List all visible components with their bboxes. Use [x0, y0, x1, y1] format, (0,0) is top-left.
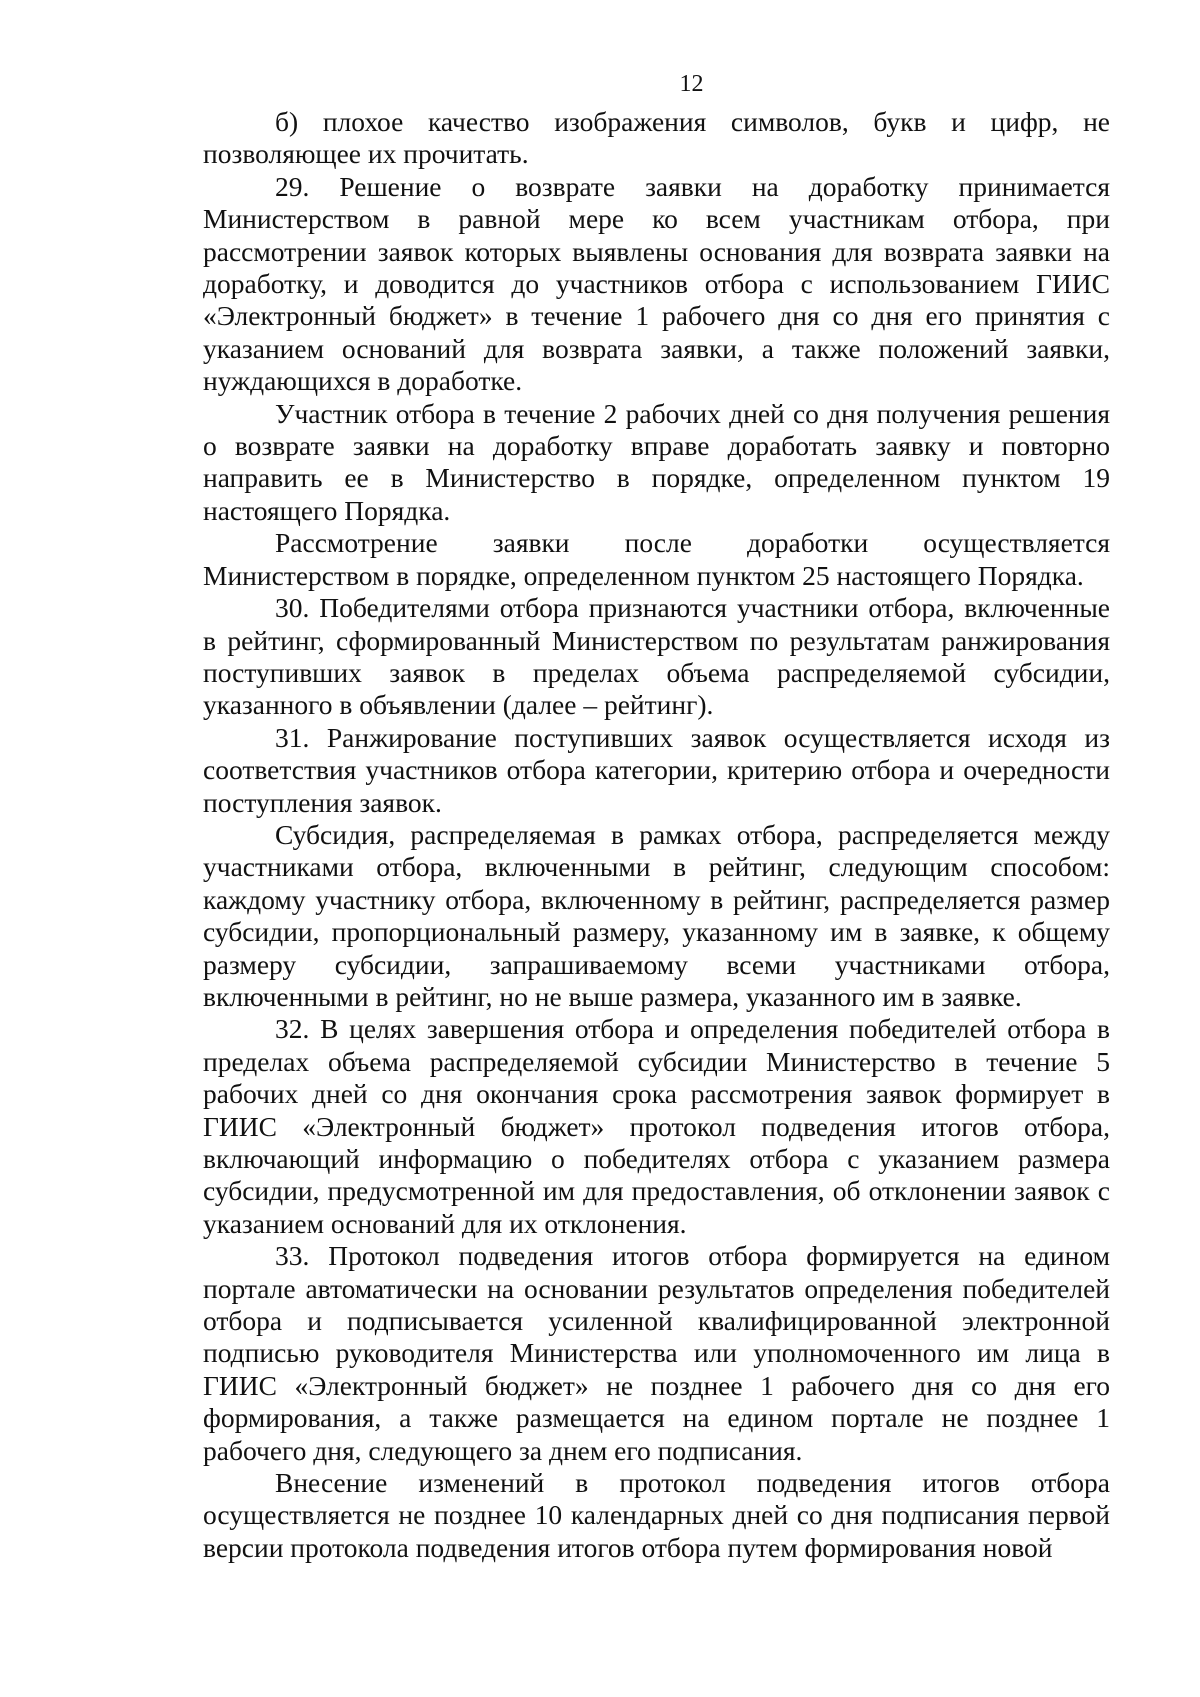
paragraph-item-b: б) плохое качество изображения символов, букв и цифр, не позволяющее их прочитать.	[203, 106, 1110, 170]
paragraph-29: 29. Решение о возврате заявки на доработку принимается Министерством в равной мере ко всем участникам отбора, при рассмотрении заявок которых выявлены основания для возврата заявки на доработку, и доводится до участников отбора с использованием ГИИС «Электронный бюджет» в течение 1 рабочего дня со дня его принятия с указанием оснований для возврата заявки, а также положений заявки, нуждающихся в доработке.	[203, 170, 1110, 397]
paragraph-30: 30. Победителями отбора признаются участники отбора, включенные в рейтинг, сформированный Министерством по результатам ранжирования поступивших заявок в пределах объема распределяемой субсидии, указанного в объявлении (далее – рейтинг).	[203, 592, 1110, 721]
page-number: 12	[679, 71, 704, 97]
paragraph-31: 31. Ранжирование поступивших заявок осуществляется исходя из соответствия участников отбора категории, критерию отбора и очередности поступления заявок.	[203, 721, 1110, 818]
paragraph-33-amendments: Внесение изменений в протокол подведения итогов отбора осуществляется не позднее 10 календарных дней со дня подписания первой версии протокола подведения итогов отбора путем формирования новой	[203, 1467, 1110, 1563]
paragraph-32: 32. В целях завершения отбора и определения победителей отбора в пределах объема распределяемой субсидии Министерство в течение 5 рабочих дней со дня окончания срока рассмотрения заявок формирует в ГИИС «Электронный бюджет» протокол подведения итогов отбора, включающий информацию о победителях отбора с указанием размера субсидии, предусмотренной им для предоставления, об отклонении заявок с указанием оснований для их отклонения.	[203, 1013, 1110, 1239]
paragraph-31-subsidy: Субсидия, распределяемая в рамках отбора, распределяется между участниками отбора, включенными в рейтинг, следующим способом: каждому участнику отбора, включенному в рейтинг, распределяется размер субсидии, пропорциональный размеру, указанному им в заявке, к общему размеру субсидии, запрашиваемому всеми участниками отбора, включенными в рейтинг, но не выше размера, указанного им в заявке.	[203, 818, 1110, 1012]
paragraph-33: 33. Протокол подведения итогов отбора формируется на едином портале автоматически на основании результатов определения победителей отбора и подписывается усиленной квалифицированной электронной подписью руководителя Министерства или уполномоченного им лица в ГИИС «Электронный бюджет» не позднее 1 рабочего дня со дня его формирования, а также размещается на едином портале не позднее 1 рабочего дня, следующего за днем его подписания.	[203, 1240, 1110, 1466]
paragraph-29-review: Рассмотрение заявки после доработки осуществляется Министерством в порядке, определенном пунктом 25 настоящего Порядка.	[203, 527, 1110, 591]
paragraph-29-participant: Участник отбора в течение 2 рабочих дней со дня получения решения о возврате заявки на доработку вправе доработать заявку и повторно направить ее в Министерство в порядке, определенном пунктом 19 настоящего Порядка.	[203, 397, 1110, 526]
